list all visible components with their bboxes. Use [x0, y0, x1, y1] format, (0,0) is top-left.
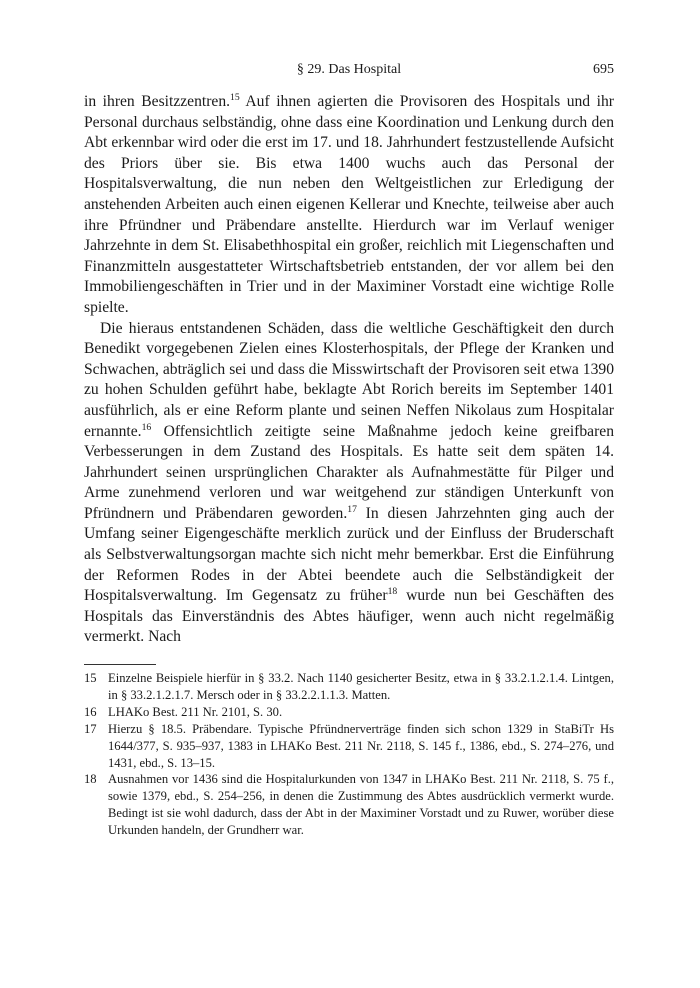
- footnote-number: 16: [84, 704, 97, 719]
- footnote-number: 15: [84, 671, 97, 685]
- text-run: In diesen Jahrzehnten ging auch der Umfang seiner Eigengeschäfte merklich zurück und der Einfluss der Bruderschaft als Selbstverwaltungsorgan machte sich nicht mehr bemerkbar. Erst die Einführung der Reformen Rodes in der Abtei beendete auch die Selbständigkeit der Hospitalsverwaltung. Im Gegensatz zu früher: [84, 504, 614, 605]
- text-run: Die hieraus entstandenen Schäden, dass die weltliche Geschäftigkeit den durch Benedikt vorgegebenen Zielen eines Klosterhospitals, der Pflege der Kranken und Schwachen, abträglich sei und dass die Misswirtschaft der Provisoren seit etwa 1390 zu hohen Schulden geführt habe, beklagte Abt Rorich bereits im September 1401 ausführlich, als er eine Reform plante und seinen Neffen Nikolaus zum Hospitalar ernannte.: [84, 319, 614, 440]
- footnote-number: 17: [84, 721, 97, 736]
- main-text: [84, 92, 614, 648]
- paragraph: [84, 92, 614, 319]
- footnote-ref: 18: [387, 586, 398, 598]
- footnote-text: Ausnahmen vor 1436 sind die Hospitalurkunden von 1347 in LHAKo Best. 211 Nr. 2118, S. 75 f., sowie 1379, ebd., S. 254–256, in denen die Zustimmung des Abtes ausdrücklich vermerkt wurde. Bedingt ist sie wohl dadurch, dass der Abt in der Maximiner Vorstadt und zu Ruwer, worüber diese Urkunden handeln, der Grundherr war.: [108, 772, 614, 838]
- footnote-ref: 17: [347, 503, 357, 515]
- text-run: Auf ihnen agierten die Provisoren des Hospitals und ihr Personal durchaus selbständig, ohne dass eine Koordination und Lenkung durch den Abt erkennbar wird oder die erst im 17. und 18. Jahrhundert festzustellende Aufsicht des Priors über sie. Bis etwa 1400 wuchs auch das Personal der Hospitalsverwaltung, die nun neben den Weltgeistlichen zur Erledigung der anstehenden Arbeiten auch einen eigenen Kellerar und Knechte, teilweise aber auch ihre Pfründner und Präbendare anstellte. Hierdurch war im Verlauf weniger Jahrzehnte in dem St. Elisabethhospital ein großer, reichlich mit Liegenschaften und Finanzmitteln ausgestatteter Wirtschaftsbetrieb entstanden, der vor allem bei den Immobiliengeschäften in Trier und in der Maximiner Vorstadt eine wichtige Rolle spielte.: [84, 93, 614, 316]
- footnote-text: Einzelne Beispiele hierfür in § 33.2. Nach 1140 gesicherter Besitz, etwa in § 33.2.1.2.1.4. Lintgen, in § 33.2.1.2.1.7. Mersch oder in § 33.2.2.1.1.3. Matten.: [108, 671, 614, 702]
- text-run: wurde nun bei Geschäften des Hospitals das Einverständnis des Abtes häufiger, wenn auch nicht regelmäßig vermerkt. Nach: [84, 587, 614, 646]
- footnote-number: 18: [84, 772, 97, 787]
- running-title: § 29. Das Hospital: [296, 62, 402, 77]
- footnote-text: Hierzu § 18.5. Präbendare. Typische Pfründnerverträge finden sich schon 1329 in StaBiTr Hs 1644/377, S. 935–937, 1383 in LHAKo Best. 211 Nr. 2118, S. 145 f., 1386, ebd., S. 274–276, und 1431, ebd., S. 13–15.: [108, 721, 614, 770]
- footnote-divider: [84, 664, 156, 665]
- page-number: 695: [593, 62, 614, 77]
- text-run: Offensichtlich zeitigte seine Maßnahme jedoch keine greifbaren Verbesserungen in dem Zustand des Hospitals. Es hatte seit dem späten 14. Jahrhundert seinen ursprünglichen Charakter als Aufnahmestätte für Pilger und Arme zunehmend verloren und war weitgehend zur ständigen Unterkunft von Pfründnern und Präbendaren geworden.: [84, 422, 614, 522]
- footnotes: [84, 670, 614, 839]
- footnote-ref: 15: [230, 91, 240, 103]
- running-header: [84, 62, 614, 84]
- footnote: [84, 721, 614, 772]
- footnote: [84, 704, 614, 721]
- footnote: [84, 771, 614, 839]
- text-run: in ihren Besitzzentren.: [84, 93, 231, 110]
- footnote: [84, 670, 614, 704]
- footnote-text: LHAKo Best. 211 Nr. 2101, S. 30.: [108, 704, 283, 719]
- paragraph: [84, 319, 614, 649]
- footnote-ref: 16: [141, 421, 152, 433]
